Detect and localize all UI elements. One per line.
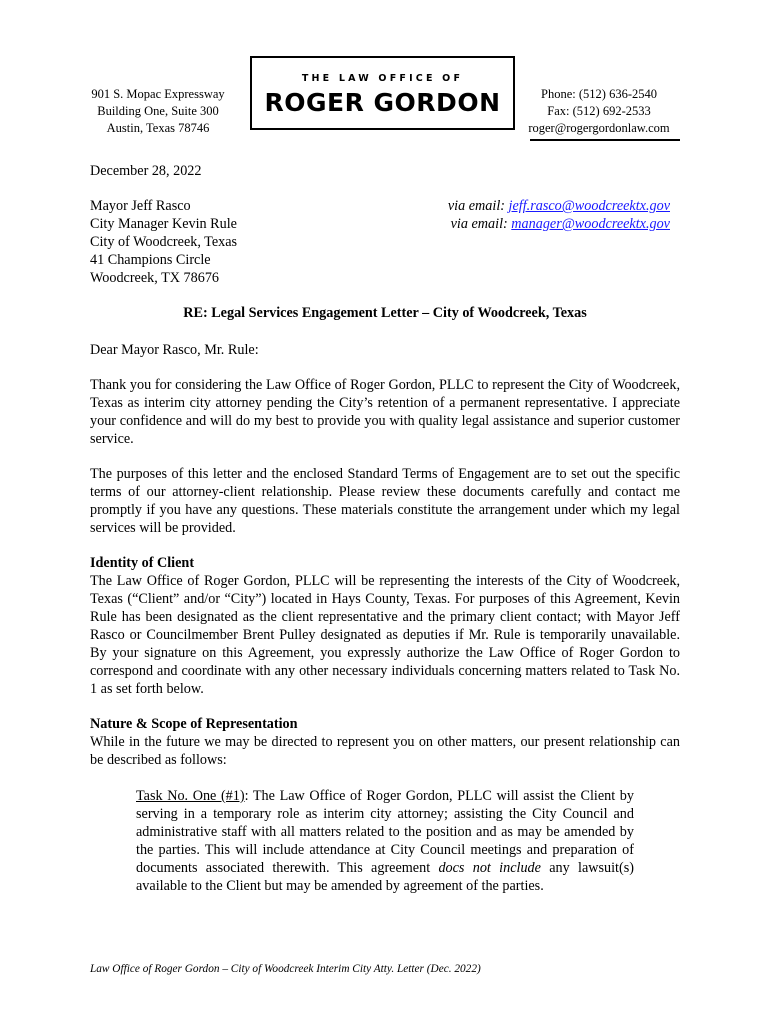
phone-line: Phone: (512) 636-2540 (541, 87, 657, 101)
manager-email-link[interactable]: manager@woodcreektx.gov (511, 216, 670, 232)
mayor-email-link[interactable]: jeff.rasco@woodcreektx.gov (508, 198, 670, 214)
task-emphasis: docs not include (438, 860, 541, 876)
via-line-2 (380, 215, 670, 233)
heading-scope: Nature & Scope of Representation (90, 716, 298, 732)
re-line: RE: Legal Services Engagement Letter – City of Woodcreek, Texas (183, 305, 587, 321)
delivery-block (380, 197, 670, 233)
recipient-line-2: City Manager Kevin Rule (90, 216, 237, 232)
task-text-b: any lawsuit(s) available to the Client but may be amended by agreement of the parties. (136, 860, 634, 894)
paragraph-identity: The Law Office of Roger Gordon, PLLC will be representing the interests of the City of Woodcreek, Texas (“Client” and/or “City”) located in Hays County, Texas. For purposes of this Agreement, Kevin Rule has been designated as the client representative and the primary client contact; with Mayor Jeff Rasco or Councilmember Brent Pulley designated as deputies if Mr. Rule is temporarily unavailable. By your signature on this Agreement, you expressly authorize the Law Office of Roger Gordon to correspond and coordinate with any other necessary individuals concerning matters related to Task No. 1 as set forth below. (90, 573, 680, 697)
via-prefix: via email: (447, 198, 509, 214)
firm-logo (250, 56, 515, 130)
address-line-2: Building One, Suite 300 (97, 104, 219, 118)
paragraph-purpose: The purposes of this letter and the enclosed Standard Terms of Engagement are to set out the specific terms of our attorney-client relationship. Please review these documents carefully and contact me promptly if you have any questions. These materials constitute the arrangement under which my legal services will be provided. (90, 466, 680, 536)
header-rule (530, 139, 680, 141)
via-prefix: via email: (450, 216, 512, 232)
fax-line: Fax: (512) 692-2533 (547, 104, 651, 118)
sender-contact (524, 86, 674, 137)
address-line-3: Austin, Texas 78746 (106, 121, 210, 135)
task-label: Task No. One (#1) (136, 788, 245, 804)
task-one (136, 787, 634, 895)
via-line-1 (380, 197, 670, 215)
task-text-a: : The Law Office of Roger Gordon, PLLC will assist the Client by serving in a temporary role as interim city attorney; assisting the City Council and administrative staff with all matters related to the position and as may be amended by the parties. This will include attendance at City Council meetings and preparation of documents associated therewith. This agreement (136, 788, 634, 876)
recipient-line-3: City of Woodcreek, Texas (90, 234, 238, 250)
recipient-block (90, 197, 237, 287)
salutation: Dear Mayor Rasco, Mr. Rule: (90, 342, 259, 358)
logo-subtitle: THE LAW OFFICE OF (301, 73, 464, 84)
heading-identity: Identity of Client (90, 555, 195, 571)
address-line-1: 901 S. Mopac Expressway (91, 87, 225, 101)
email-line: roger@rogergordonlaw.com (528, 121, 670, 135)
page-footer: Law Office of Roger Gordon – City of Woodcreek Interim City Atty. Letter (Dec. 2022) (90, 963, 481, 975)
sender-address (88, 86, 228, 137)
letter-date: December 28, 2022 (90, 163, 202, 179)
recipient-line-1: Mayor Jeff Rasco (90, 198, 191, 214)
recipient-line-4: 41 Champions Circle (90, 252, 211, 268)
logo-title: ROGER GORDON (264, 88, 501, 117)
recipient-line-5: Woodcreek, TX 78676 (90, 270, 220, 286)
paragraph-intro: Thank you for considering the Law Office of Roger Gordon, PLLC to represent the City of Woodcreek, Texas as interim city attorney pending the City’s retention of a permanent representative. I appreciate your confidence and will do my best to provide you with quality legal assistance and superior customer service. (90, 377, 680, 447)
paragraph-scope: While in the future we may be directed to represent you on other matters, our present relationship can be described as follows: (90, 734, 680, 768)
